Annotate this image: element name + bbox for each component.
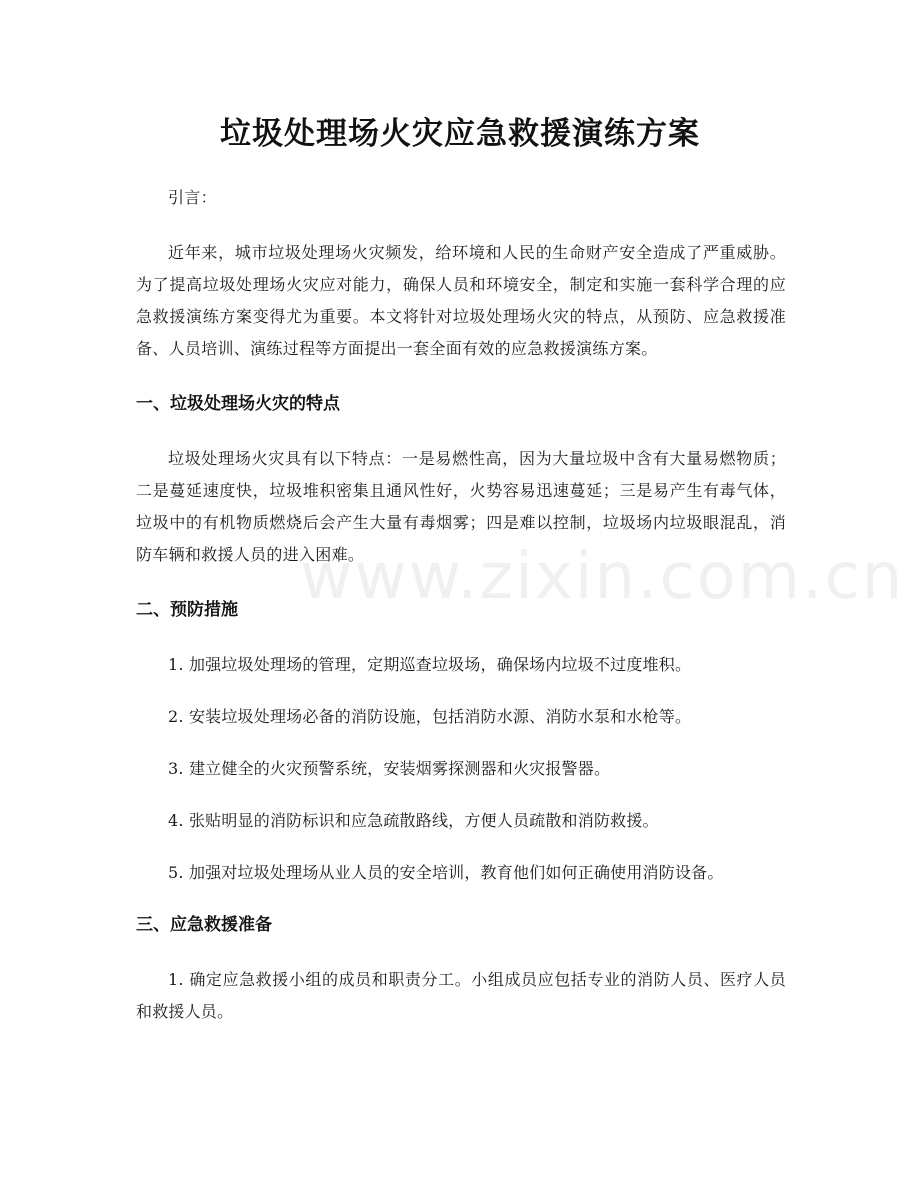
prevention-item: 3. 建立健全的火灾预警系统，安装烟雾探测器和火灾报警器。: [168, 759, 611, 778]
prevention-item: 1. 加强垃圾处理场的管理，定期巡查垃圾场，确保场内垃圾不过度堆积。: [168, 655, 692, 674]
document-title: 垃圾处理场火灾应急救援演练方案: [220, 116, 700, 152]
prevention-item: 4. 张贴明显的消防标识和应急疏散路线，方便人员疏散和消防救援。: [168, 811, 659, 830]
intro-paragraph: 近年来，城市垃圾处理场火灾频发，给环境和人民的生命财产安全造成了严重威胁。为了提高垃圾处理场火灾应对能力，确保人员和环境安全，制定和实施一套科学合理的应急救援演练方案变得尤为重要。本文将针对垃圾处理场火灾的特点，从预防、应急救援准备、人员培训、演练过程等方面提出一套全面有效的应急救援演练方案。: [136, 243, 786, 358]
watermark: www.zixin.com.cn: [300, 540, 905, 614]
section-1-heading: 一、垃圾处理场火灾的特点: [136, 394, 340, 414]
preparation-item: 1. 确定应急救援小组的成员和职责分工。小组成员应包括专业的消防人员、医疗人员和救援人员。: [136, 970, 786, 1021]
section-1-paragraph: 垃圾处理场火灾具有以下特点：一是易燃性高，因为大量垃圾中含有大量易燃物质；二是蔓延速度快，垃圾堆积密集且通风性好，火势容易迅速蔓延；三是易产生有毒气体，垃圾中的有机物质燃烧后会产生大量有毒烟雾；四是难以控制，垃圾场内垃圾眼混乱，消防车辆和救援人员的进入困难。: [136, 449, 786, 564]
section-3-heading: 三、应急救援准备: [136, 915, 272, 935]
intro-label: 引言：: [168, 188, 217, 207]
section-2-heading: 二、预防措施: [136, 600, 238, 620]
prevention-item: 5. 加强对垃圾处理场从业人员的安全培训，教育他们如何正确使用消防设备。: [168, 863, 724, 882]
prevention-item: 2. 安装垃圾处理场必备的消防设施，包括消防水源、消防水泵和水枪等。: [168, 707, 692, 726]
document-body: [136, 182, 786, 1048]
